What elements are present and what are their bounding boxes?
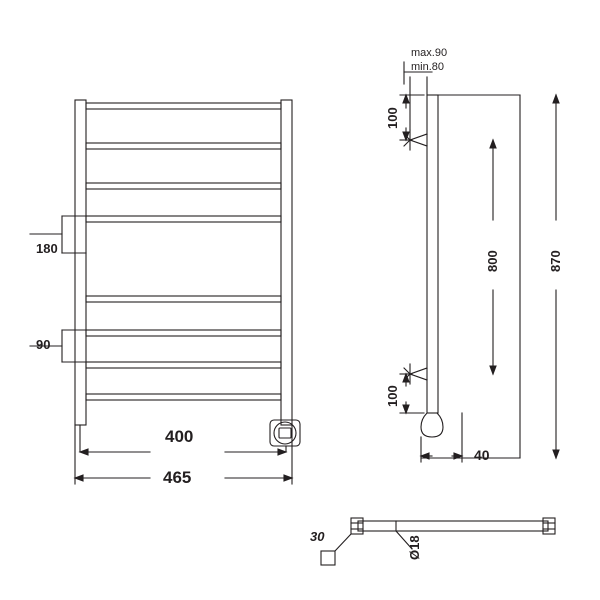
front-rails: [86, 103, 281, 400]
label-min-80: min.80: [411, 61, 445, 73]
front-right-post: [281, 100, 292, 425]
label-max-90: max.90: [411, 47, 448, 59]
dim-bottom-100: [400, 374, 424, 413]
label-diameter-18: Ø18: [407, 535, 422, 560]
label-400: 400: [165, 427, 194, 446]
side-foot: [421, 413, 443, 437]
label-180: 180: [36, 241, 58, 256]
dim-top-100: [400, 95, 424, 140]
label-40: 40: [474, 447, 490, 463]
label-800: 800: [485, 250, 500, 272]
label-90: 90: [36, 337, 51, 352]
top-view: [321, 518, 555, 565]
label-465: 465: [163, 468, 192, 487]
side-tube: [427, 95, 438, 413]
label-30: 30: [310, 529, 325, 544]
label-870: 870: [548, 250, 563, 272]
front-controller: [270, 420, 300, 446]
label-top-100: 100: [385, 107, 400, 129]
label-bottom-100: 100: [385, 385, 400, 407]
dim-870: [553, 95, 559, 458]
front-left-post: [75, 100, 86, 425]
